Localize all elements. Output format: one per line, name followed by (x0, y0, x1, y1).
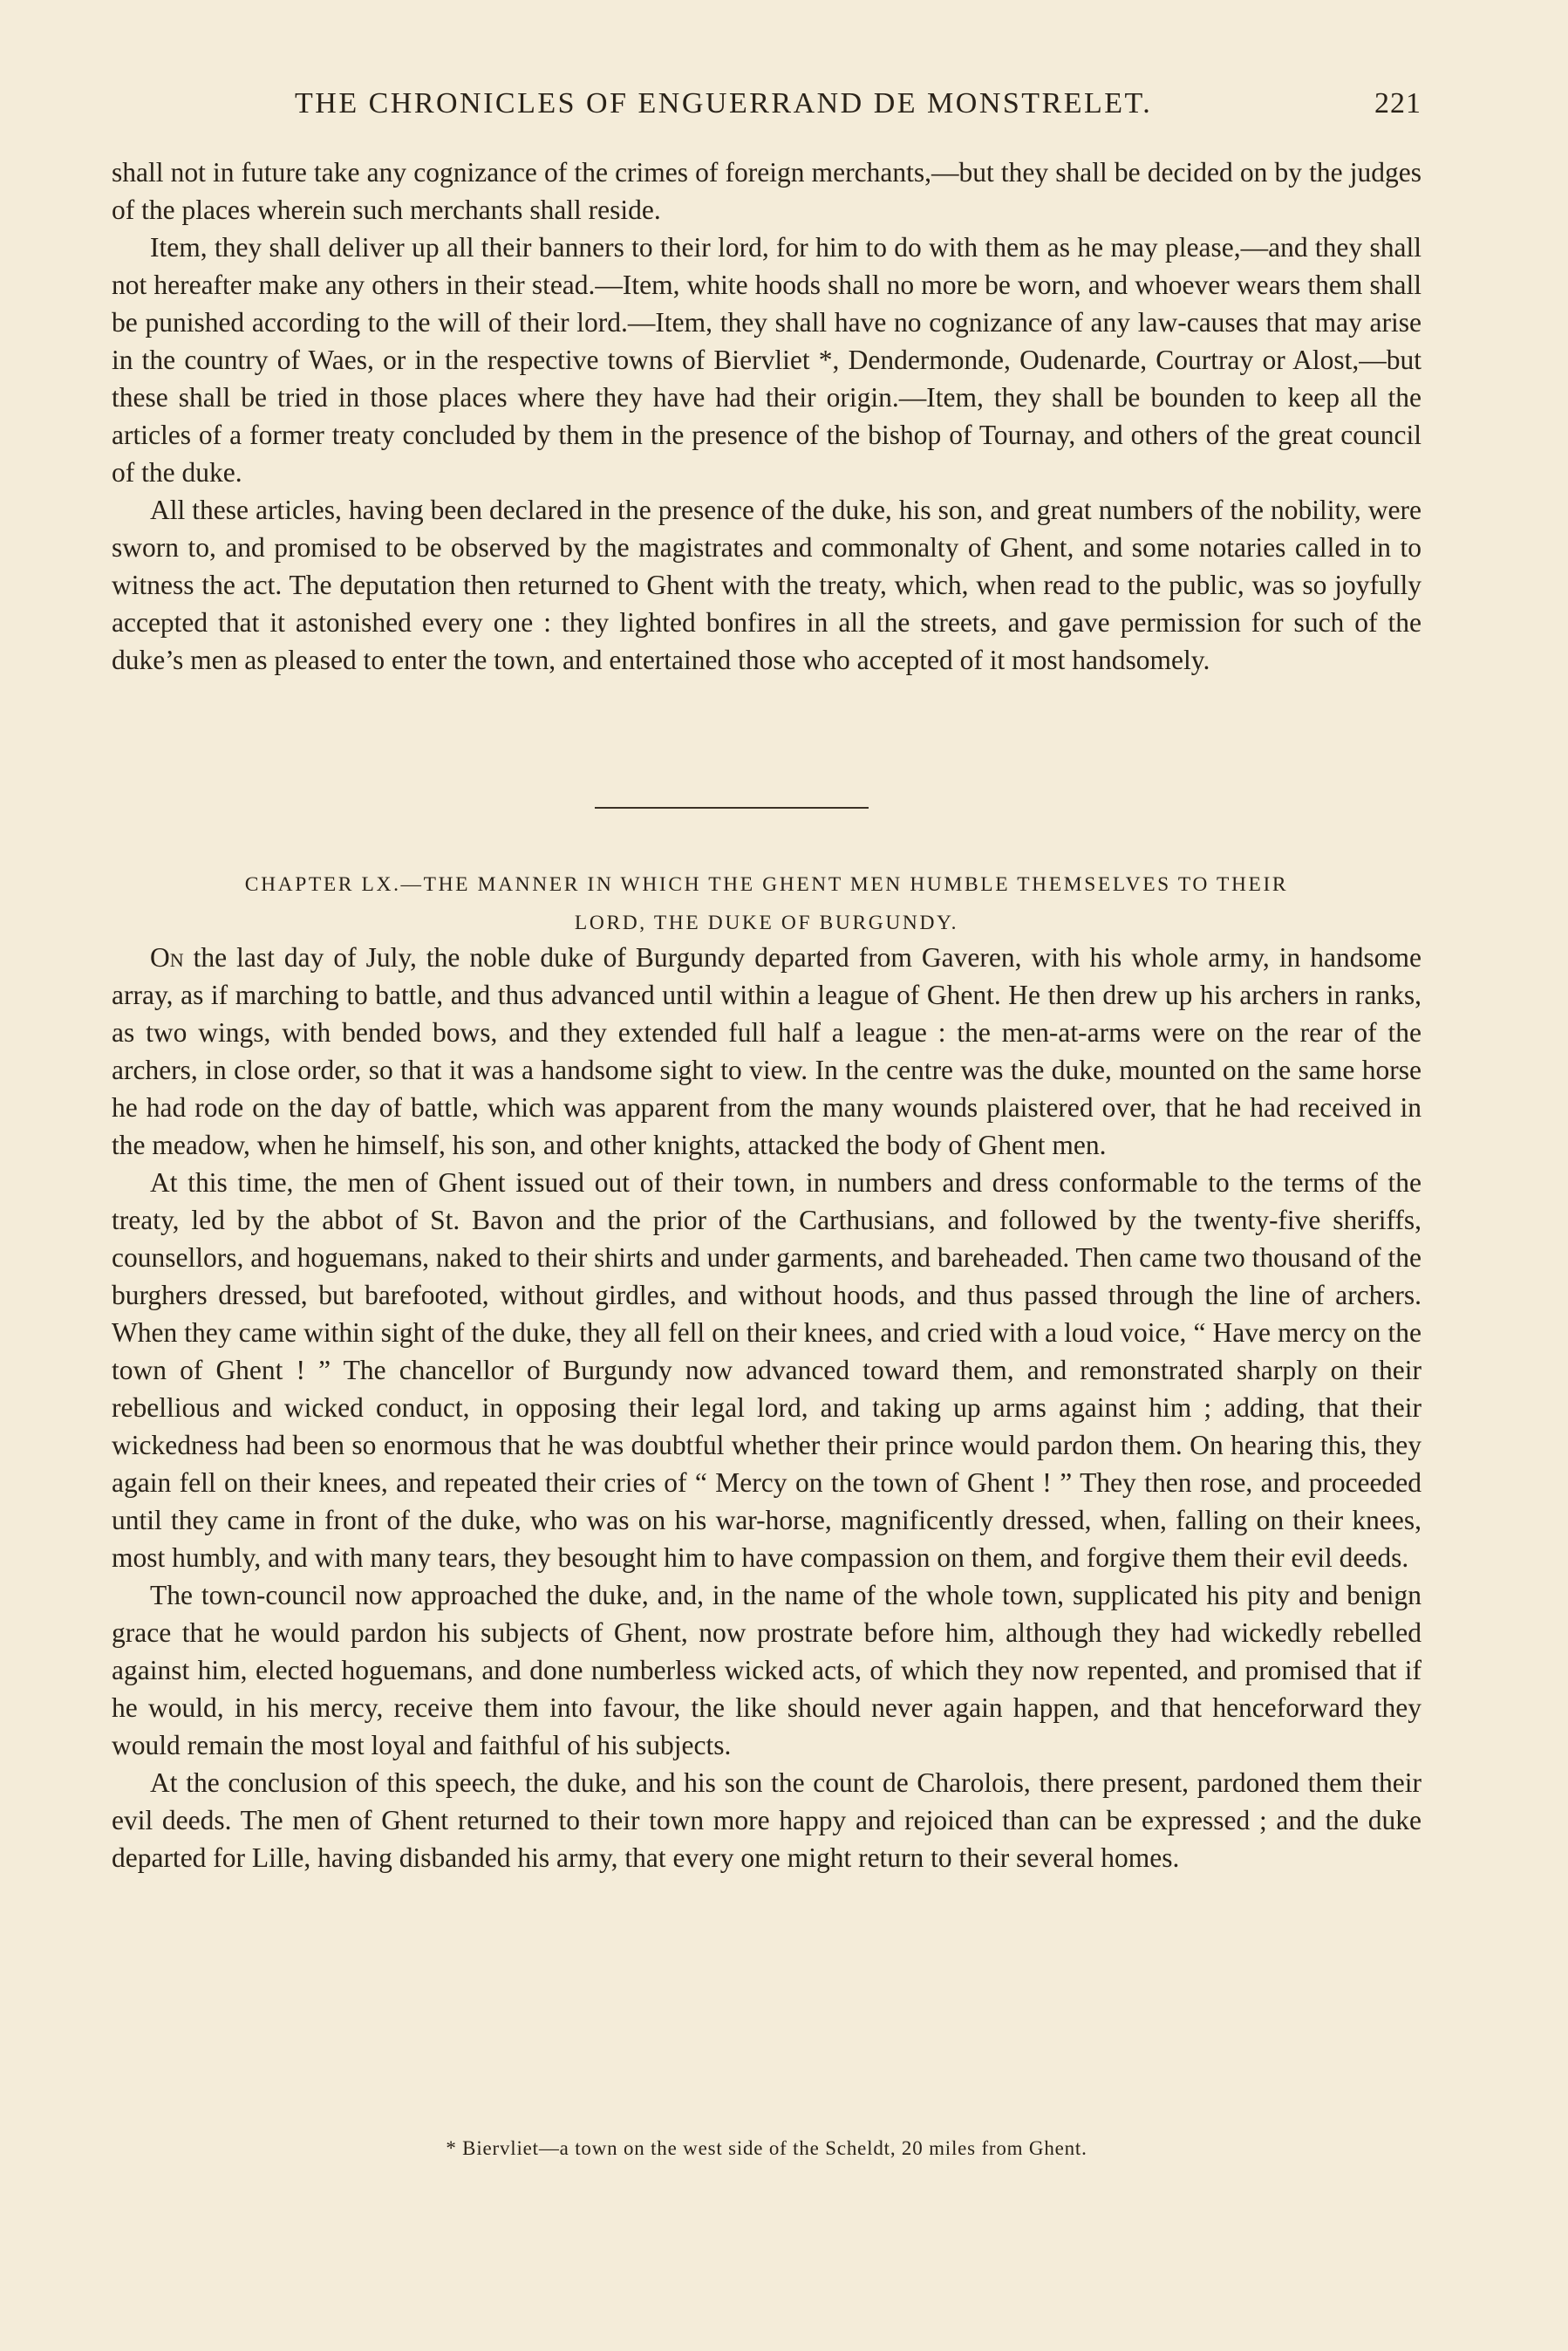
paragraph: At this time, the men of Ghent issued out of their town, in numbers and dress conformable to the terms of the treaty, led by the abbot of St. Bavon and the prior of the Carthusians, and followed by the twenty-five sheriffs, counsellors, and hoguemans, naked to their shirts and under garments, and bareheaded. Then came two thousand of the burghers dressed, but barefooted, without girdles, and without hoods, and thus passed through the line of archers. When they came within sight of the duke, they all fell on their knees, and cried with a loud voice, “ Have mercy on the town of Ghent ! ” The chancellor of Burgundy now advanced toward them, and remonstrated sharply on their rebellious and wicked conduct, in opposing their legal lord, and taking up arms against him ; adding, that their wickedness had been so enormous that he was doubtful whether their prince would pardon them. On hearing this, they again fell on their knees, and repeated their cries of “ Mercy on the town of Ghent ! ” They then rose, and proceeded until they came in front of the duke, who was on his war-horse, magnificently dressed, when, falling on their knees, most humbly, and with many tears, they besought him to have compassion on them, and forgive them their evil deeds. (112, 1167, 1421, 1573)
paragraph: Item, they shall deliver up all their banners to their lord, for him to do with them as he may please,—and they shall not hereafter make any others in their stead.—Item, white hoods shall no more be worn, and whoever wears them shall be punished according to the will of their lord.—Item, they shall have no cognizance of any law-causes that may arise in the country of Waes, or in the respective towns of Biervliet *, Dendermonde, Oudenarde, Courtray or Alost,—but these shall be tried in those places where they have had their origin.—Item, they shall be bounden to keep all the articles of a former treaty concluded by them in the presence of the bishop of Tournay, and others of the great council of the duke. (112, 232, 1421, 488)
paragraph (112, 939, 1421, 1164)
opening-word: On (150, 942, 184, 973)
paragraph: shall not in future take any cognizance of the crimes of foreign merchants,—but they shall be decided on by the judges of the places wherein such merchants shall reside. (112, 157, 1421, 225)
paragraph: All these articles, having been declared in the presence of the duke, his son, and great numbers of the nobility, were sworn to, and promised to be observed by the magistrates and commonalty of Ghent, and some notaries called in to witness the act. The deputation then returned to Ghent with the treaty, which, when read to the public, was so joyfully accepted that it astonished every one : they lighted bonfires in all the streets, and gave permission for such of the duke’s men as pleased to enter the town, and entertained those who accepted of it most handsomely. (112, 495, 1421, 675)
continued-text-block (112, 154, 1421, 679)
footnote: * Biervliet—a town on the west side of the Scheldt, 20 miles from Ghent. (446, 2137, 1087, 2159)
section-divider (595, 807, 869, 809)
running-title: THE CHRONICLES OF ENGUERRAND DE MONSTRELET. (295, 87, 1153, 120)
chapter-heading-line: LORD, THE DUKE OF BURGUNDY. (574, 912, 959, 934)
chapter-heading (112, 865, 1421, 942)
paragraph-text: the last day of July, the noble duke of Burgundy departed from Gaveren, with his whole army, in handsome array, as if marching to battle, and thus advanced until within a league of Ghent. He then drew up his archers in ranks, as two wings, with bended bows, and they extended full half a league : the men-at-arms were on the rear of the archers, in close order, so that it was a handsome sight to view. In the centre was the duke, mounted on the same horse he had rode on the day of battle, which was apparent from the many wounds plaistered over, that he had received in the meadow, when he himself, his son, and other knights, attacked the body of Ghent men. (112, 942, 1421, 1160)
chapter-text-block (112, 939, 1421, 1876)
running-head (112, 87, 1421, 131)
chapter-heading-line: CHAPTER LX.—THE MANNER IN WHICH THE GHENT MEN HUMBLE THEMSELVES TO THEIR (244, 873, 1289, 896)
paragraph: The town-council now approached the duke, and, in the name of the whole town, supplicated his pity and benign grace that he would pardon his subjects of Ghent, now prostrate before him, although they had wickedly rebelled against him, elected hoguemans, and done numberless wicked acts, of which they now repented, and promised that if he would, in his mercy, receive them into favour, the like should never again happen, and that henceforward they would remain the most loyal and faithful of his subjects. (112, 1580, 1421, 1760)
paragraph: At the conclusion of this speech, the duke, and his son the count de Charolois, there present, pardoned them their evil deeds. The men of Ghent returned to their town more happy and rejoiced than can be expressed ; and the duke departed for Lille, having disbanded his army, that every one might return to their several homes. (112, 1767, 1421, 1873)
page-number: 221 (1374, 87, 1421, 120)
